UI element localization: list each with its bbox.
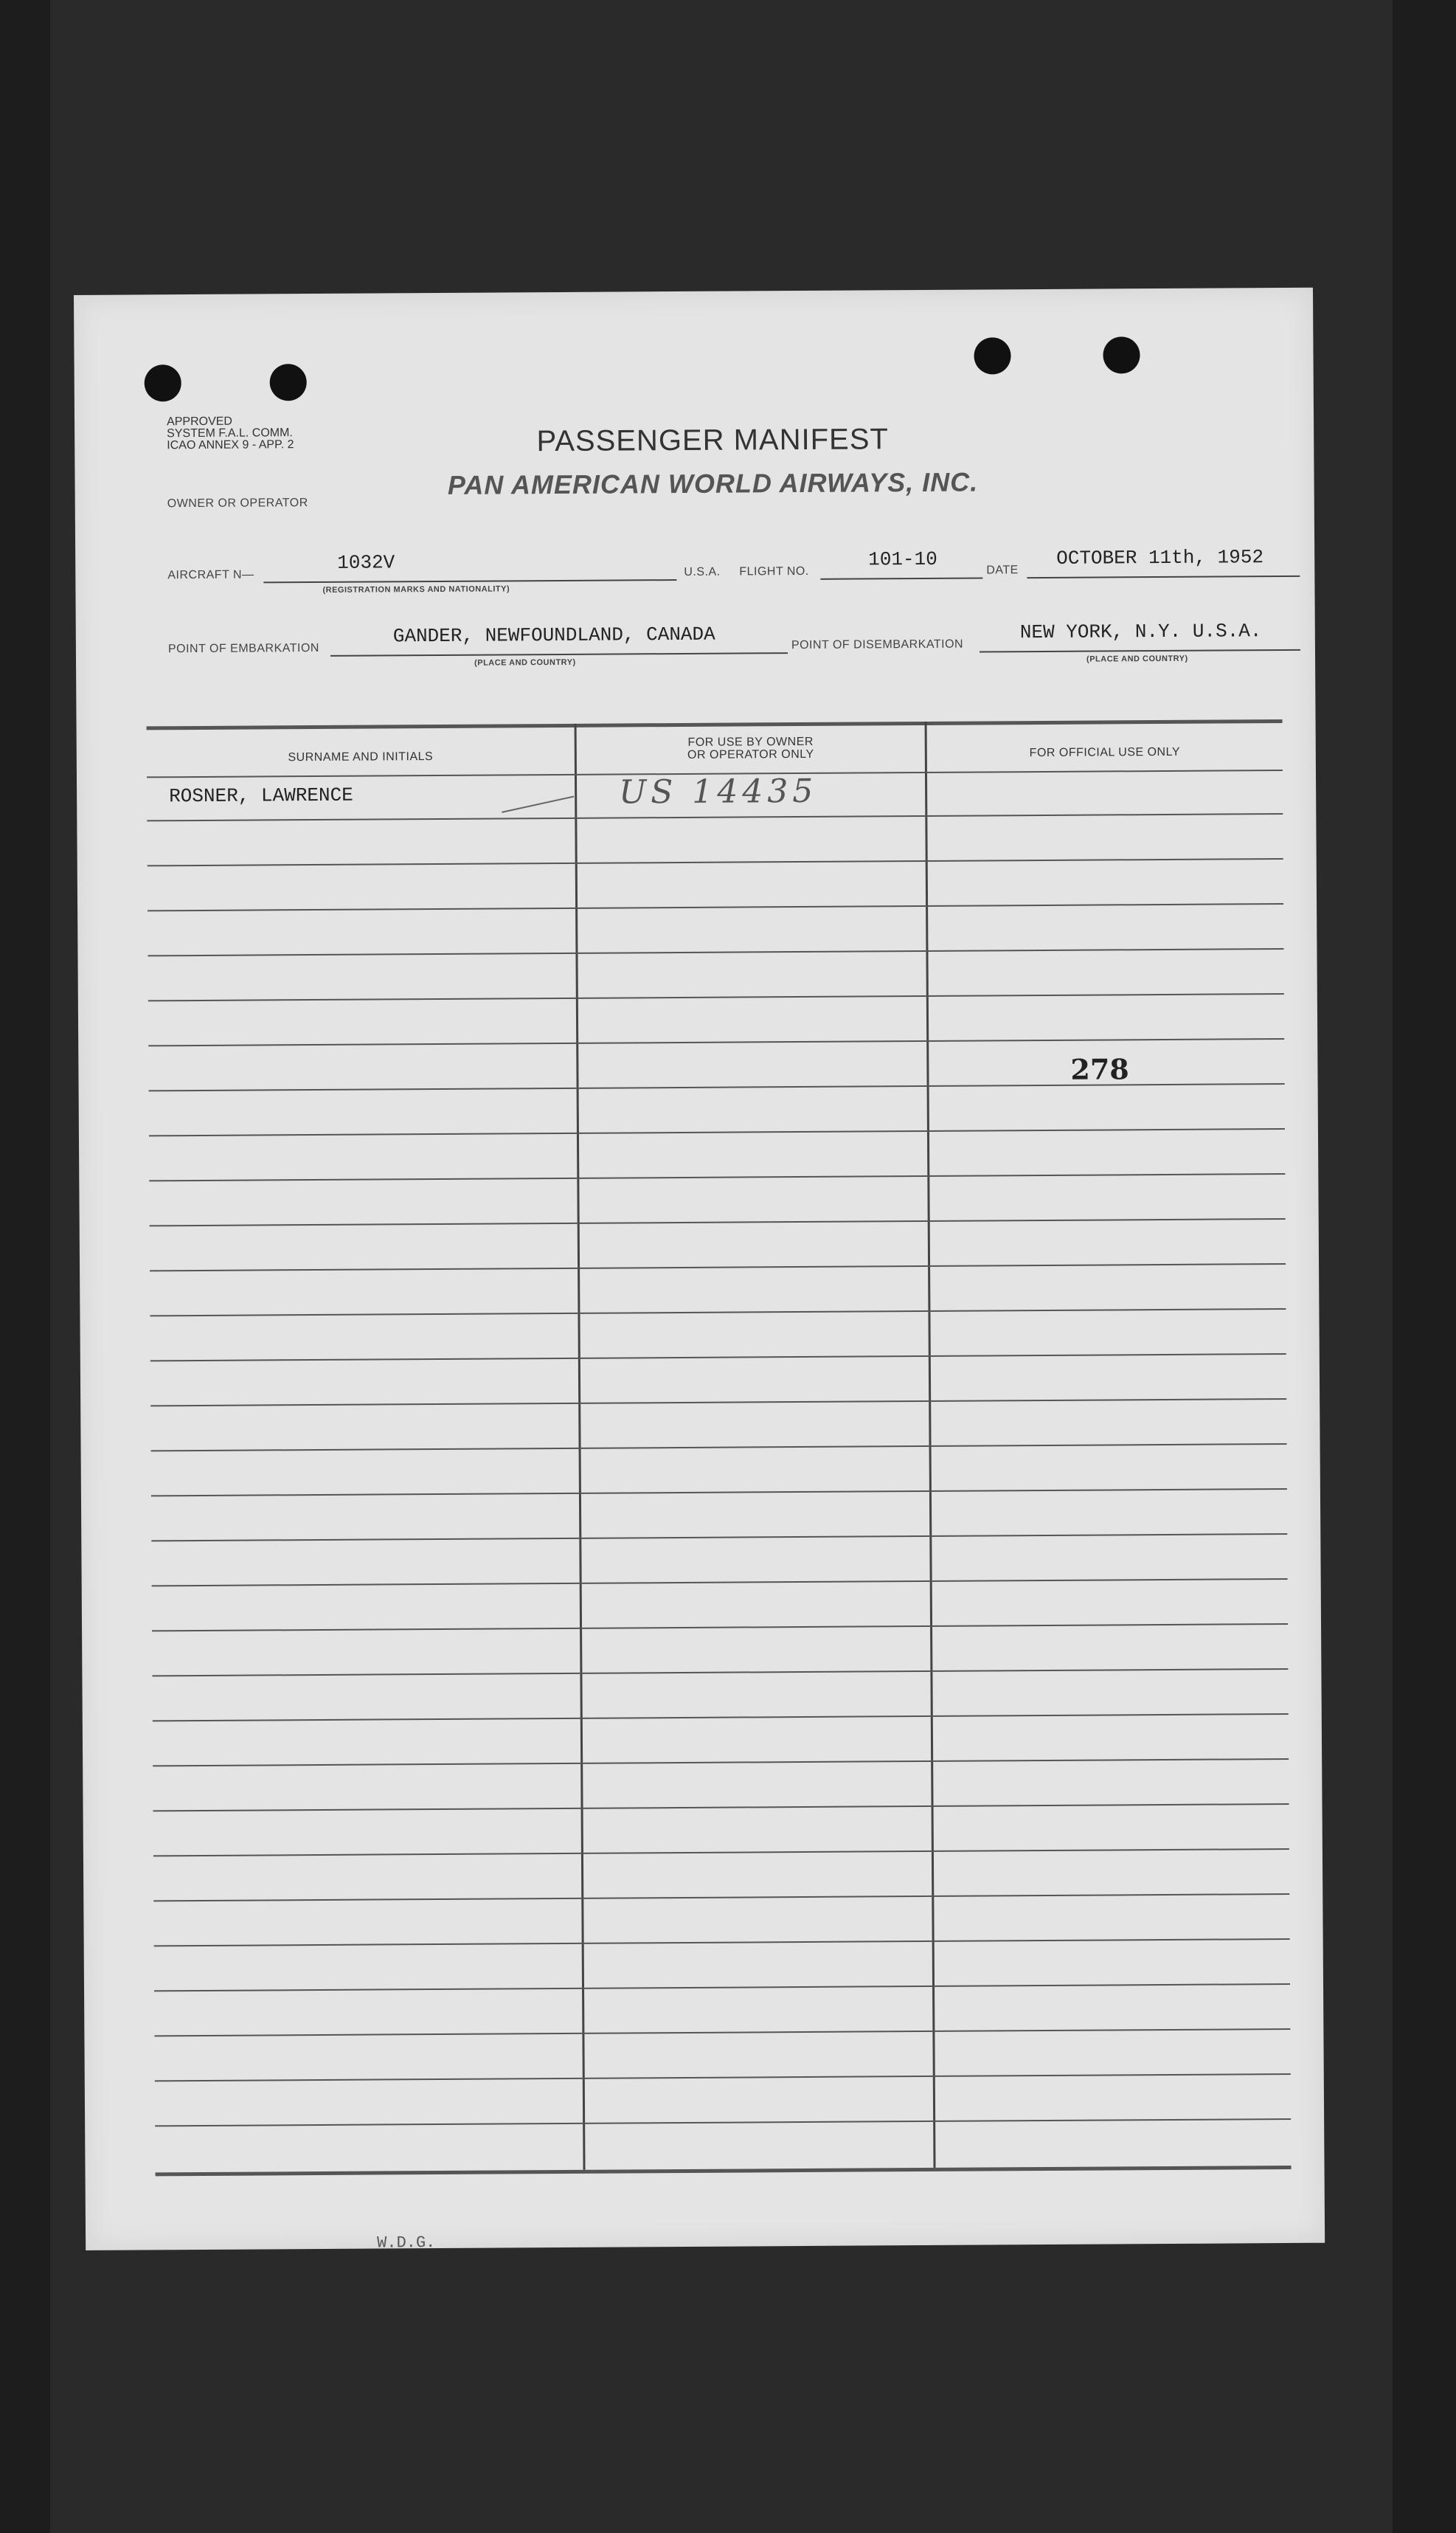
table-bottom-rule — [156, 2166, 1292, 2176]
row-rule — [152, 1623, 1288, 1631]
disembarkation-label: POINT OF DISEMBARKATION — [791, 637, 964, 652]
row-rule — [153, 1758, 1289, 1766]
handwritten-code: US 14435 — [618, 772, 818, 812]
embarkation-label: POINT OF EMBARKATION — [167, 641, 319, 656]
row-rule — [149, 1128, 1285, 1136]
passenger-table — [147, 719, 1292, 2180]
row-rule — [152, 1578, 1288, 1586]
row-rule — [150, 1353, 1286, 1361]
flight-underline — [820, 577, 982, 579]
flight-value: 101-10 — [868, 547, 937, 571]
date-label: DATE — [986, 564, 1019, 577]
row-rule — [154, 1938, 1290, 1946]
aircraft-label: AIRCRAFT N— — [167, 568, 254, 582]
punch-hole — [974, 337, 1010, 374]
page-title: PASSENGER MANIFEST — [536, 423, 890, 458]
passenger-name: ROSNER, LAWRENCE — [169, 784, 353, 808]
row-rule — [148, 858, 1283, 866]
disembarkation-value: NEW YORK, N.Y. U.S.A. — [1019, 620, 1262, 644]
footer-initials: W.D.G. — [377, 2233, 436, 2253]
punch-hole — [1103, 336, 1140, 373]
official-number: 278 — [1070, 1052, 1129, 1086]
table-top-rule — [147, 719, 1283, 730]
row-rule — [153, 1848, 1289, 1856]
row-rule — [155, 2118, 1291, 2126]
handwritten-stroke — [502, 795, 574, 812]
row-rule — [151, 1533, 1287, 1541]
approval-stamp: APPROVED SYSTEM F.A.L. COMM. ICAO ANNEX 9 - APP. 2 — [166, 415, 294, 452]
column-header-surname: SURNAME AND INITIALS — [288, 750, 434, 764]
row-rule — [154, 1983, 1290, 1991]
column-header-operator: FOR USE BY OWNER OR OPERATOR ONLY — [687, 735, 814, 761]
row-rule — [151, 1443, 1287, 1451]
row-rule — [148, 993, 1284, 1001]
row-rule — [153, 1893, 1289, 1901]
owner-label: OWNER OR OPERATOR — [167, 497, 308, 511]
embarkation-underline — [330, 652, 788, 657]
row-rule — [151, 1488, 1287, 1496]
row-rule — [154, 2028, 1290, 2036]
date-value: OCTOBER 11th, 1952 — [1056, 546, 1264, 570]
row-rule — [150, 1218, 1286, 1226]
manifest-page — [74, 288, 1325, 2253]
flight-label: FLIGHT NO. — [739, 564, 809, 578]
row-rule — [149, 1173, 1285, 1181]
row-rule — [155, 2073, 1291, 2081]
row-rule — [147, 813, 1283, 821]
aircraft-value: 1032V — [337, 551, 395, 574]
row-rule — [153, 1803, 1289, 1811]
date-underline — [1027, 576, 1300, 578]
usa-label: U.S.A. — [684, 565, 721, 578]
row-rule — [150, 1308, 1286, 1316]
row-rule — [148, 903, 1283, 911]
row-rule — [152, 1668, 1288, 1676]
place-caption: (PLACE AND COUNTRY) — [1086, 654, 1188, 664]
aircraft-underline — [263, 579, 676, 583]
row-rule — [150, 1263, 1286, 1271]
row-rule — [150, 1398, 1286, 1406]
registration-caption: (REGISTRATION MARKS AND NATIONALITY) — [322, 584, 510, 595]
column-header-official: FOR OFFICIAL USE ONLY — [1029, 745, 1181, 760]
row-rule — [153, 1713, 1289, 1721]
row-rule — [148, 1038, 1284, 1046]
punch-hole — [145, 364, 181, 401]
punch-hole — [270, 364, 307, 401]
embarkation-value: GANDER, NEWFOUNDLAND, CANADA — [392, 623, 715, 648]
airline-name: PAN AMERICAN WORLD AIRWAYS, INC. — [447, 466, 979, 500]
row-rule — [148, 948, 1283, 956]
disembarkation-underline — [980, 649, 1300, 653]
place-caption: (PLACE AND COUNTRY) — [474, 657, 576, 668]
